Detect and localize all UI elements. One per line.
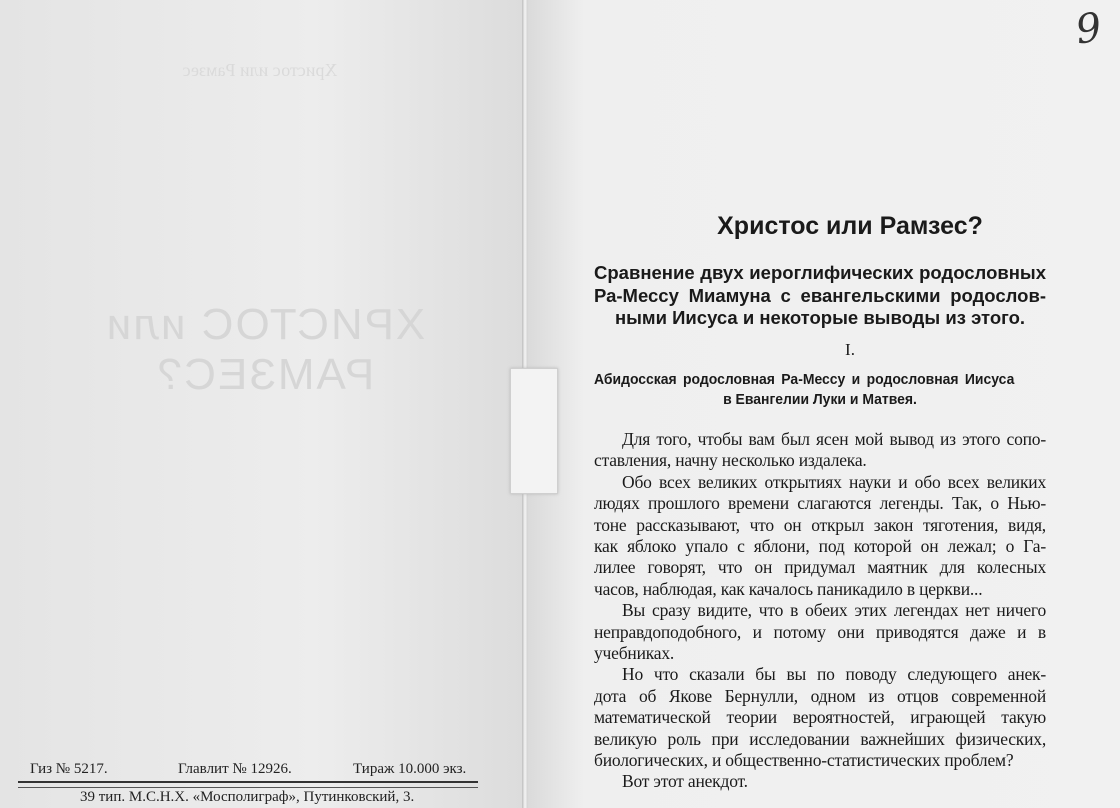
body-line: биологических, и общественно-статистических проблем? — [594, 750, 1014, 770]
subtitle-line: Ра-Мессу Миамуна с евангельскими родослов- — [594, 285, 1046, 306]
body-line: лилее говорят, что он придумал маятник для колесных — [594, 557, 1046, 578]
body-line: Вы сразу видите, что в обеих этих легендах нет ничего — [622, 600, 1046, 621]
footer-rule — [18, 781, 478, 788]
body-line: ставления, начну несколько издалека. — [594, 450, 867, 471]
body-line: Для того, чтобы вам был ясен мой вывод из этого сопо- — [622, 429, 1046, 449]
body-line: Но что сказали бы вы по поводу следующего анек- — [622, 664, 1046, 685]
body-line: математической теории вероятностей, играющей такую — [594, 707, 1046, 728]
section-heading-line: в Евангелии Луки и Матвея. — [723, 391, 917, 408]
footer-printer: 39 тип. М.С.Н.Х. «Мосполиграф», Путинковский, 3. — [80, 789, 415, 805]
body-line: учебниках. — [594, 643, 675, 663]
section-heading-line: Абидосская родословная Ра-Мессу и родословная Иисуса — [594, 371, 1015, 388]
footer-gia: Гиз № 5217. — [30, 761, 108, 777]
body-line: тоне рассказывают, что он открыл закон тяготения, видя, — [594, 514, 1046, 535]
subtitle-line: Сравнение двух иероглифических родословных — [594, 262, 1046, 283]
footer-glavlit: Главлит № 12926. — [178, 761, 292, 777]
body-line: Вот этот анекдот. — [622, 771, 748, 792]
body-line: как яблоко упало с яблони, под которой он лежал; о Га- — [594, 536, 1046, 556]
showthrough-header: Христос или Рамзес — [182, 60, 338, 80]
body-line: людях прошлого времени слагаются легенды. Так, о Нью- — [594, 493, 1046, 514]
footer-tirazh: Тираж 10.000 экз. — [353, 761, 467, 777]
body-line: часов, наблюдая, как качалось паникадило в церкви... — [594, 578, 983, 599]
body-line: дота об Якове Бернулли, одном из отцов современной — [594, 685, 1046, 706]
body-line: Обо всех великих открытиях науки и обо всех великих — [622, 471, 1046, 492]
body-line: неправдоподобного, и потому они приводятся даже и в — [594, 621, 1046, 642]
subtitle-line: ными Иисуса и некоторые выводы из этого. — [614, 307, 1026, 328]
left-page — [0, 0, 525, 808]
document-title: Христос или Рамзес? — [717, 212, 983, 240]
body-line: великую роль при исследовании важнейших физических, — [594, 728, 1046, 749]
binding-strip — [510, 368, 558, 494]
showthrough-title: ХРИСТОС или РАМЗЕС? — [104, 300, 426, 399]
handwritten-page-number: 9 — [1072, 4, 1105, 54]
section-number: I. — [845, 340, 855, 359]
